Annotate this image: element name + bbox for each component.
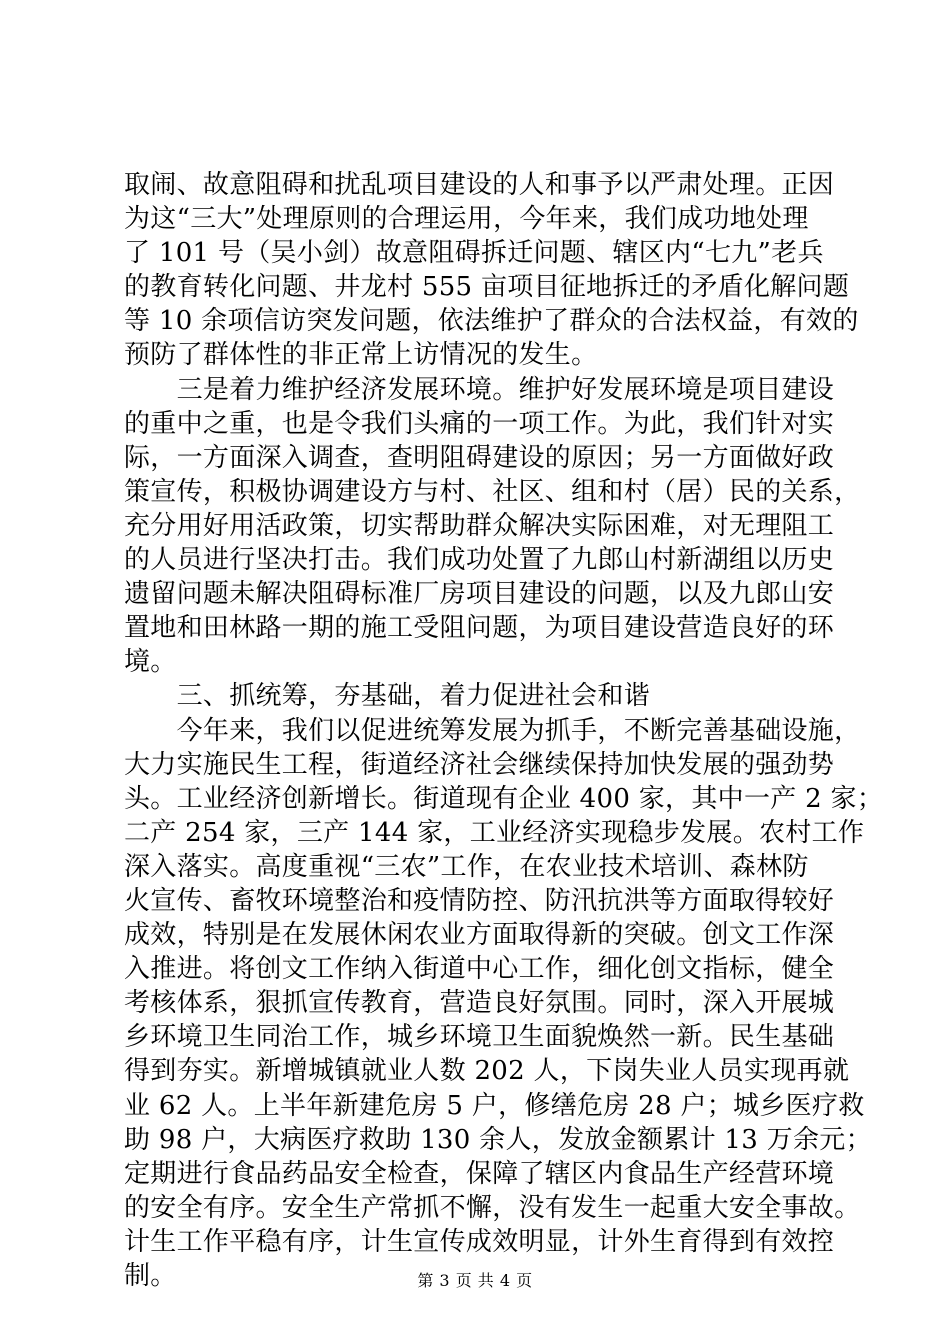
text-line: 得到夯实。新增城镇就业人数 202 人，下岗失业人员实现再就 xyxy=(124,1056,850,1087)
text-line: 入推进。将创文工作纳入街道中心工作，细化创文指标，健全 xyxy=(124,954,835,985)
text-line: 三是着力维护经济发展环境。维护好发展环境是项目建设 xyxy=(124,374,835,405)
text-line: 头。工业经济创新增长。街道现有企业 400 家，其中一产 2 家； xyxy=(124,783,884,814)
text-line: 深入落实。高度重视“三农”工作，在农业技术培训、森林防 xyxy=(124,851,809,882)
text-line: 大力实施民生工程，街道经济社会继续保持加快发展的强劲势 xyxy=(124,749,835,780)
text-line: 计生工作平稳有序，计生宣传成效明显，计外生育得到有效控 xyxy=(124,1226,835,1257)
text-line: 为这“三大”处理原则的合理运用，今年来，我们成功地处理 xyxy=(124,204,809,235)
text-line: 二产 254 家，三产 144 家，工业经济实现稳步发展。农村工作 xyxy=(124,817,865,848)
text-line: 今年来，我们以促进统筹发展为抓手，不断完善基础设施， xyxy=(124,715,861,746)
text-line: 定期进行食品药品安全检查，保障了辖区内食品生产经营环境 xyxy=(124,1158,835,1189)
text-line: 际，一方面深入调查，查明阻碍建设的原因；另一方面做好政 xyxy=(124,442,835,473)
text-line: 的教育转化问题、井龙村 555 亩项目征地拆迁的矛盾化解问题 xyxy=(124,272,850,303)
text-line: 成效，特别是在发展休闲农业方面取得新的突破。创文工作深 xyxy=(124,920,835,951)
text-line: 预防了群体性的非正常上访情况的发生。 xyxy=(124,340,598,371)
text-line: 火宣传、畜牧环境整治和疫情防控、防汛抗洪等方面取得较好 xyxy=(124,885,835,916)
text-line: 业 62 人。上半年新建危房 5 户，修缮危房 28 户；城乡医疗救 xyxy=(124,1090,865,1121)
text-line: 等 10 余项信访突发问题，依法维护了群众的合法权益，有效的 xyxy=(124,306,859,337)
text-line: 助 98 户，大病医疗救助 130 余人，发放金额累计 13 万余元； xyxy=(124,1124,872,1155)
text-line: 境。 xyxy=(124,647,177,678)
text-line: 的人员进行坚决打击。我们成功处置了九郎山村新湖组以历史 xyxy=(124,545,835,576)
text-line: 遗留问题未解决阻碍标准厂房项目建设的问题，以及九郎山安 xyxy=(124,579,835,610)
text-line: 置地和田林路一期的施工受阻问题，为项目建设营造良好的环 xyxy=(124,613,835,644)
text-line: 考核体系，狠抓宣传教育，营造良好氛围。同时，深入开展城 xyxy=(124,988,835,1019)
document-body xyxy=(124,168,884,1293)
text-line: 的安全有序。安全生产常抓不懈，没有发生一起重大安全事故。 xyxy=(124,1192,861,1223)
text-line: 乡环境卫生同治工作，城乡环境卫生面貌焕然一新。民生基础 xyxy=(124,1022,835,1053)
text-line: 取闹、故意阻碍和扰乱项目建设的人和事予以严肃处理。正因 xyxy=(124,170,835,200)
text-line: 的重中之重，也是令我们头痛的一项工作。为此，我们针对实 xyxy=(124,408,835,439)
section-heading: 三、抓统筹，夯基础，着力促进社会和谐 xyxy=(124,681,651,712)
text-line: 了 101 号（吴小剑）故意阻碍拆迁问题、辖区内“七九”老兵 xyxy=(124,238,824,269)
page-number-footer: 第 3 页 共 4 页 xyxy=(417,1271,533,1290)
text-line: 制。 xyxy=(124,1261,177,1291)
text-line: 策宣传，积极协调建设方与村、社区、组和村（居）民的关系， xyxy=(124,476,861,507)
text-line: 充分用好用活政策，切实帮助群众解决实际困难，对无理阻工 xyxy=(124,510,835,541)
